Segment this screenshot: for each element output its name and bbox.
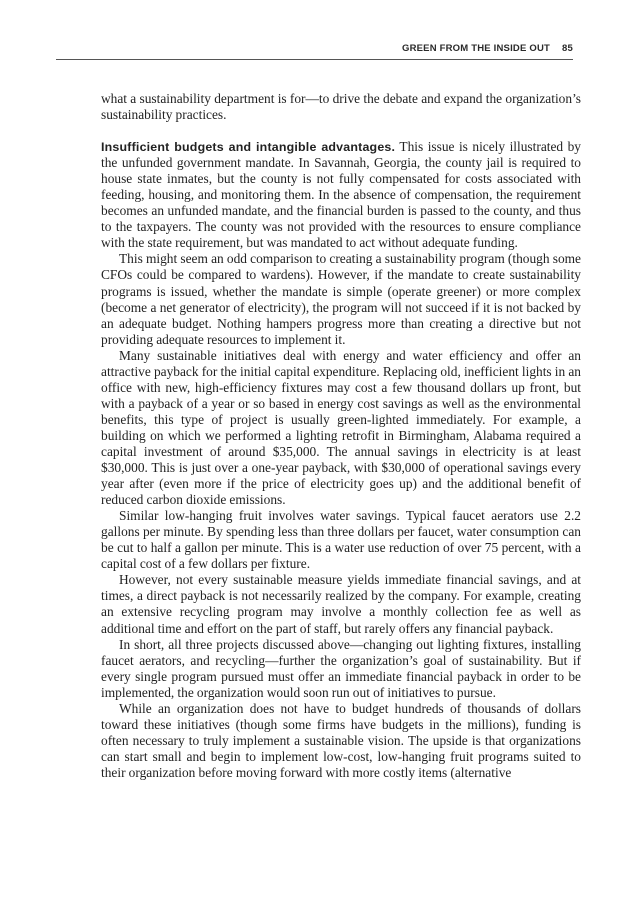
run-in-heading: Insufficient budgets and intangible advantages.: [101, 140, 396, 155]
page-body: [101, 91, 581, 781]
body-paragraph: However, not every sustainable measure yields immediate financial savings, and at times, a direct payback is not necessarily realized by the company. For example, creating an extensive recycling program may involve a monthly collection fee as well as additional time and effort on the part of staff, but rarely offers any financial payback.: [101, 572, 581, 636]
page-number: 85: [562, 43, 573, 54]
body-paragraph: This might seem an odd comparison to creating a sustainability program (though some CFOs could be compared to wardens). However, if the mandate to create sustainability programs is issued, whether the mandate is simple (operate greener) or more complex (become a net generator of electricity), the program will not succeed if it is not backed by an adequate budget. Nothing hampers progress more than creating a directive but not providing adequate resources to implement it.: [101, 251, 581, 347]
body-paragraph: While an organization does not have to budget hundreds of thousands of dollars toward these initiatives (though some firms have budgets in the millions), funding is often necessary to truly implement a sustainable vision. The upside is that organizations can start small and begin to implement low-cost, low-hanging fruit programs suited to their organization before moving forward with more costly items (alternative: [101, 700, 581, 780]
body-paragraph: In short, all three projects discussed above—changing out lighting fixtures, installing faucet aerators, and recycling—further the organization’s goal of sustainability. But if every single program pursued must offer an immediate financial payback in order to be implemented, the organization would soon run out of initiatives to pursue.: [101, 636, 581, 700]
running-title: GREEN FROM THE INSIDE OUT: [401, 43, 551, 54]
body-paragraph: Many sustainable initiatives deal with energy and water efficiency and offer an attractive payback for the initial capital expenditure. Replacing old, inefficient lights in an office with new, high-efficiency fixtures may cost a few thousand dollars up front, but with a payback of a year or so based in energy cost savings as well as the environmental benefits, this type of project is usually green-lighted immediately. For example, a building on which we performed a lighting retrofit in Birmingham, Alabama required a capital investment of around $35,000. The annual savings in electricity is at least $30,000. This is just over a one-year payback, with $30,000 of operational savings every year after (even more if the price of electricity goes up) and the additional benefit of reduced carbon dioxide emissions.: [101, 347, 581, 508]
section-first-paragraph-text: This issue is nicely illustrated by the unfunded government mandate. In Savannah, Georgia, the county jail is required to house state inmates, but the county is not fully compensated for costs associated with feeding, housing, and monitoring them. In the absence of compensation, the requirement becomes an unfunded mandate, and the financial burden is passed to the county, and thus to the taxpayers. The county was not provided with the resources to ensure compliance with the state requirement, but was mandated to act without adequate funding.: [101, 139, 582, 251]
body-paragraph: Similar low-hanging fruit involves water savings. Typical faucet aerators use 2.2 gallons per minute. By spending less than three dollars per faucet, water consumption can be cut to half a gallon per minute. This is a water use reduction of over 75 percent, with a capital cost of a few dollars per fixture.: [101, 508, 581, 572]
running-header: [56, 43, 573, 54]
header-rule: [56, 59, 573, 60]
opening-paragraph: what a sustainability department is for—to drive the debate and expand the organization’s sustainability practices.: [101, 91, 581, 123]
section-first-paragraph: [101, 139, 581, 251]
